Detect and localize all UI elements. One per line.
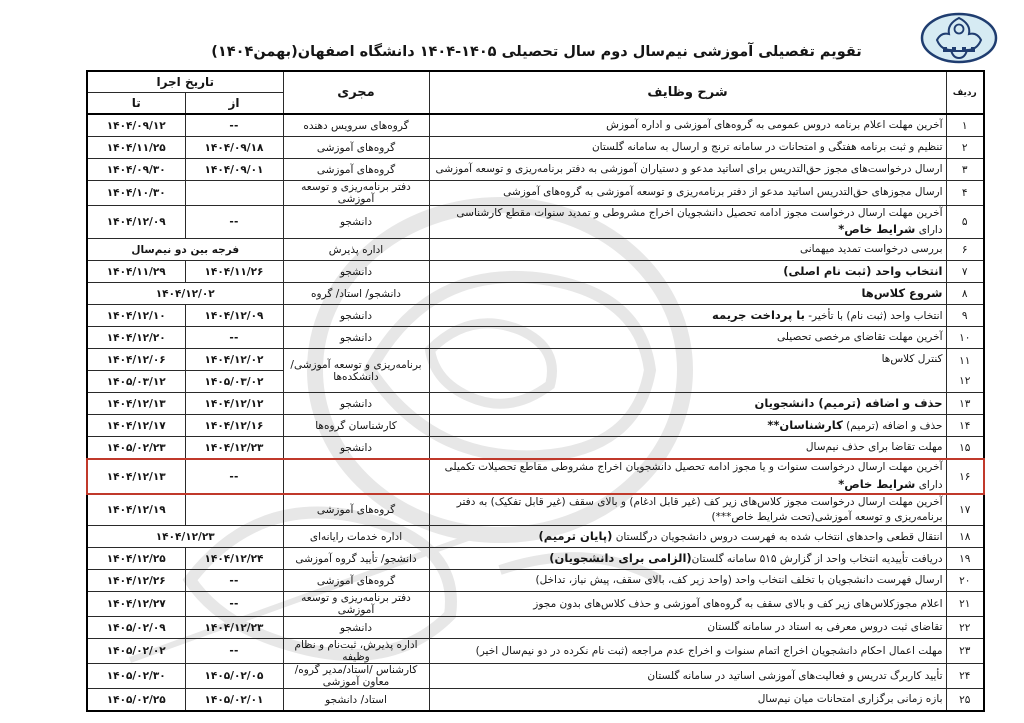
table-row [87,137,984,159]
task-description: حذف و اضافه (ترمیم) دانشجویان [429,393,946,415]
task-description: کنترل کلاس‌ها [429,349,946,393]
date-from: -- [185,639,283,664]
table-row [87,437,984,460]
table-row [87,305,984,327]
row-number: ۱۴ [946,415,984,437]
date-to: ۱۴۰۴/۱۰/۳۰ [87,181,185,206]
row-number: ۱۸ [946,526,984,548]
row-number: ۲۴ [946,664,984,689]
table-row [87,283,984,305]
row-number: ۲۵ [946,689,984,712]
executor: کارشناس /استاد/مدیر گروه/ معاون آموزشی [283,664,429,689]
table-row [87,526,984,548]
table-row [87,494,984,526]
date-from: ۱۴۰۴/۱۲/۰۲ [185,349,283,371]
date-to: ۱۴۰۴/۱۲/۲۰ [87,327,185,349]
date-to: ۱۴۰۴/۰۹/۳۰ [87,159,185,181]
task-description: انتخاب واحد (ثبت نام اصلی) [429,261,946,283]
executor: دانشجو [283,327,429,349]
date-to: ۱۴۰۵/۰۲/۰۲ [87,639,185,664]
table-row [87,206,984,239]
date-from: ۱۴۰۴/۱۲/۱۶ [185,415,283,437]
executor: دفتر برنامه‌ریزی و توسعه آموزشی [283,181,429,206]
table-row [87,592,984,617]
header-executor: مجری [283,71,429,114]
executor: دانشجو [283,305,429,327]
table-row [87,617,984,639]
academic-calendar-table [86,70,985,712]
task-description: مهلت تقاضا برای حذف نیم‌سال [429,437,946,460]
row-number: ۷ [946,261,984,283]
date-to: ۱۴۰۴/۱۲/۱۰ [87,305,185,327]
date-from: -- [185,327,283,349]
date-from: -- [185,114,283,137]
date-from: ۱۴۰۴/۱۲/۲۳ [185,437,283,460]
date-range: ۱۴۰۴/۱۲/۲۳ [87,526,283,548]
date-to: ۱۴۰۴/۱۱/۲۵ [87,137,185,159]
row-number: ۳ [946,159,984,181]
executor: گروه‌های آموزشی [283,137,429,159]
page-title: تقویم تفصیلی آموزشی نیم‌سال دوم سال تحصیلی ۱۴۰۵-۱۴۰۴ دانشگاه اصفهان(بهمن۱۴۰۴) [211,44,862,60]
date-to: ۱۴۰۵/۰۲/۲۳ [87,437,185,460]
task-description: ارسال مجوزهای حق‌التدریس اساتید مدعو از دفتر برنامه‌ریزی و توسعه آموزشی به گروه‌های آموزشی [429,181,946,206]
row-number: ۱۰ [946,327,984,349]
table-row [87,349,984,371]
task-description: مهلت اعمال احکام دانشجویان اخراج اتمام سنوات و اخراج عدم مراجعه (ثبت نام نکرده در دو نیم‌سال اخیر) [429,639,946,664]
executor: کارشناسان گروه‌ها [283,415,429,437]
date-from: ۱۴۰۵/۰۳/۰۲ [185,371,283,393]
header-date-from: از [185,93,283,115]
header-date-group: تاریخ اجرا [87,71,283,93]
date-from: ۱۴۰۴/۰۹/۰۱ [185,159,283,181]
executor: دانشجو/ استاد/ گروه [283,283,429,305]
task-description: اعلام مجوزکلاس‌های زیر کف و بالای سقف به گروه‌های آموزشی و حذف کلاس‌های بدون مجوز [429,592,946,617]
row-number: ۱۹ [946,548,984,570]
executor: اداره خدمات رایانه‌ای [283,526,429,548]
task-description: تنظیم و ثبت برنامه هفتگی و امتحانات در سامانه ترنج و ارسال به سامانه گلستان [429,137,946,159]
table-row [87,548,984,570]
executor: دانشجو [283,617,429,639]
task-description: انتقال قطعی واحدهای انتخاب شده به فهرست دروس دانشجویان درگلستان (پایان ترمیم) [429,526,946,548]
date-to: ۱۴۰۴/۱۲/۱۷ [87,415,185,437]
date-to: ۱۴۰۴/۱۱/۲۹ [87,261,185,283]
executor: دانشجو/ تأیید گروه آموزشی [283,548,429,570]
date-to: ۱۴۰۴/۱۲/۱۳ [87,393,185,415]
date-from: ۱۴۰۴/۱۱/۲۶ [185,261,283,283]
executor: دانشجو [283,393,429,415]
row-number: ۱ [946,114,984,137]
executor: دانشجو [283,261,429,283]
task-description: آخرین مهلت ارسال درخواست مجوز کلاس‌های زیر کف (غیر قابل ادغام) و بالای سقف (غیر قابل تفکیک) به دفتر برنامه‌ریزی و توسعه آموزشی(تحت شرایط خاص***) [429,494,946,526]
row-number: ۸ [946,283,984,305]
row-number: ۱۶ [946,459,984,493]
executor: گروه‌های آموزشی [283,494,429,526]
task-description: آخرین مهلت ارسال درخواست مجوز ادامه تحصیل دانشجویان اخراج مشروطی و تمدید سنوات مقطع کارشناسی دارای شرایط خاص* [429,206,946,239]
table-row [87,393,984,415]
task-description: تقاضای ثبت دروس معرفی به استاد در سامانه گلستان [429,617,946,639]
calendar-table-body [87,114,984,711]
date-from [185,181,283,206]
header-row-number: ردیف [946,71,984,114]
table-row [87,415,984,437]
header-row-1 [87,71,984,93]
row-number: ۱۳ [946,393,984,415]
row-number: ۱۱ ۱۲ [946,349,984,393]
date-from: -- [185,459,283,493]
executor: دانشجو [283,206,429,239]
row-number: ۹ [946,305,984,327]
date-from: ۱۴۰۴/۱۲/۰۹ [185,305,283,327]
date-to: ۱۴۰۵/۰۲/۳۰ [87,664,185,689]
row-number: ۵ [946,206,984,239]
row-number: ۲۳ [946,639,984,664]
task-description: دریافت تأییدیه انتخاب واحد از گزارش ۵۱۵ سامانه گلستان(الزامی برای دانشجویان) [429,548,946,570]
task-description: ارسال فهرست دانشجویان با تخلف انتخاب واحد (واحد زیر کف، بالای سقف، پیش نیاز، تداخل) [429,570,946,592]
table-row [87,664,984,689]
row-number: ۲ [946,137,984,159]
date-to: ۱۴۰۵/۰۲/۲۵ [87,689,185,712]
row-number: ۲۰ [946,570,984,592]
date-from: ۱۴۰۴/۱۲/۲۴ [185,548,283,570]
row-number: ۲۲ [946,617,984,639]
task-description: شروع کلاس‌ها [429,283,946,305]
row-number: ۴ [946,181,984,206]
row-number: ۱۵ [946,437,984,460]
table-row [87,570,984,592]
task-description: بررسی درخواست تمدید میهمانی [429,239,946,261]
task-description: آخرین مهلت تقاضای مرخصی تحصیلی [429,327,946,349]
row-number: ۱۷ [946,494,984,526]
task-description: حذف و اضافه (ترمیم) کارشناسان** [429,415,946,437]
table-row [87,181,984,206]
table-row [87,689,984,712]
header-tasks: شرح وظایف [429,71,946,114]
date-to: ۱۴۰۴/۱۲/۱۹ [87,494,185,526]
date-from [185,494,283,526]
date-from: ۱۴۰۵/۰۲/۰۵ [185,664,283,689]
date-range: ۱۴۰۴/۱۲/۰۲ [87,283,283,305]
date-to: ۱۴۰۴/۱۲/۰۶ [87,349,185,371]
executor: اداره پذیرش، ثبت‌نام و نظام وظیفه [283,639,429,664]
executor: دانشجو [283,437,429,460]
date-from: -- [185,570,283,592]
date-from: ۱۴۰۵/۰۲/۰۱ [185,689,283,712]
date-to: ۱۴۰۵/۰۲/۰۹ [87,617,185,639]
task-description: آخرین مهلت ارسال درخواست سنوات و یا مجوز ادامه تحصیل دانشجویان اخراج مشروطی مقاطع تحصیلات تکمیلی دارای شرایط خاص* [429,459,946,493]
date-to: ۱۴۰۴/۰۹/۱۲ [87,114,185,137]
header-date-to: تا [87,93,185,115]
date-to: ۱۴۰۴/۱۲/۰۹ [87,206,185,239]
date-to: ۱۴۰۴/۱۲/۱۳ [87,459,185,493]
executor: اداره پذیرش [283,239,429,261]
table-row [87,114,984,137]
task-description: انتخاب واحد (ثبت نام) با تأخیر- با پرداخت جریمه [429,305,946,327]
highlighted-row [87,459,984,493]
executor: استاد/ دانشجو [283,689,429,712]
table-row [87,159,984,181]
row-number: ۲۱ [946,592,984,617]
table-row [87,639,984,664]
executor: برنامه‌ریزی و توسعه آموزشی/ دانشکده‌ها [283,349,429,393]
date-to: ۱۴۰۴/۱۲/۲۶ [87,570,185,592]
date-to: ۱۴۰۴/۱۲/۲۵ [87,548,185,570]
date-from: -- [185,206,283,239]
task-description: ارسال درخواست‌های مجوز حق‌التدریس برای اساتید مدعو و دستیاران آموزشی به دفتر برنامه‌ریزی و توسعه آموزشی [429,159,946,181]
table-header [87,71,984,114]
executor: گروه‌های سرویس دهنده [283,114,429,137]
row-number: ۶ [946,239,984,261]
table-row [87,327,984,349]
date-from: ۱۴۰۴/۱۲/۲۳ [185,617,283,639]
date-from: -- [185,592,283,617]
executor: گروه‌های آموزشی [283,570,429,592]
executor [283,459,429,493]
date-to: ۱۴۰۵/۰۳/۱۲ [87,371,185,393]
table-row [87,239,984,261]
date-from: ۱۴۰۴/۱۲/۱۲ [185,393,283,415]
task-description: تأیید کاربرگ تدریس و فعالیت‌های آموزشی اساتید در سامانه گلستان [429,664,946,689]
executor: گروه‌های آموزشی [283,159,429,181]
date-range: فرجه بین دو نیم‌سال [87,239,283,261]
task-description: آخرین مهلت اعلام برنامه دروس عمومی به گروه‌های آموزشی و اداره آموزش [429,114,946,137]
date-to: ۱۴۰۴/۱۲/۲۷ [87,592,185,617]
task-description: بازه زمانی برگزاری امتحانات میان نیم‌سال [429,689,946,712]
date-from: ۱۴۰۴/۰۹/۱۸ [185,137,283,159]
table-row [87,261,984,283]
executor: دفتر برنامه‌ریزی و توسعه آموزشی [283,592,429,617]
